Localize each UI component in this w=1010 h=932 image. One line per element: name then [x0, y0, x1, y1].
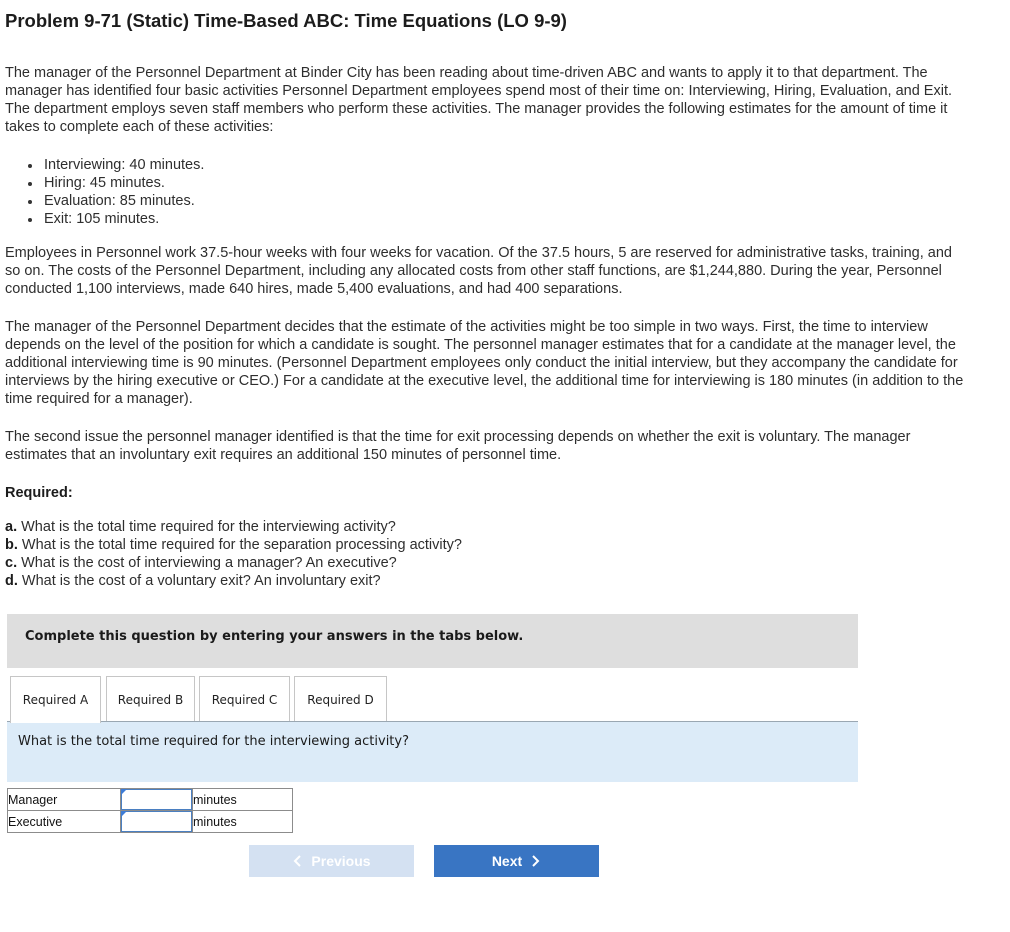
previous-label: Previous [311, 853, 371, 869]
instruction-banner [7, 614, 858, 668]
question-text: What is the total time required for the interviewing activity? [21, 519, 396, 535]
intro-paragraph: The manager of the Personnel Department at Binder City has been reading about time-driven ABC and wants to apply it to that department. The manager has identified four basic activities Personnel Department employees spend most of their time on: Interviewing, Hiring, Evaluation, and Exit. The department employs seven staff members who perform these activities. The manager provides the following estimates for the amount of time it takes to complete each of these activities: [5, 65, 953, 135]
unit-label: minutes [193, 789, 293, 811]
question-item [5, 536, 462, 554]
answer-cell [121, 811, 193, 833]
tab-required-d[interactable]: Required D [294, 676, 387, 722]
question-letter: c. [5, 555, 18, 571]
input-flag-icon [121, 811, 127, 817]
question-text: What is the cost of a voluntary exit? An involuntary exit? [21, 573, 381, 589]
manager-minutes-input[interactable] [121, 789, 192, 810]
tab-question-panel [7, 722, 858, 782]
activity-list [26, 156, 204, 228]
unit-label: minutes [193, 811, 293, 833]
table-row [8, 811, 293, 833]
previous-button[interactable] [249, 845, 414, 877]
tab-required-b[interactable]: Required B [106, 676, 195, 722]
table-row [8, 789, 293, 811]
required-heading: Required: [5, 485, 73, 501]
instruction-text: Complete this question by entering your answers in the tabs below. [25, 629, 524, 644]
list-item: Evaluation: 85 minutes. [26, 192, 204, 210]
next-button[interactable] [434, 845, 599, 877]
question-letter: a. [5, 519, 18, 535]
chevron-left-icon [292, 854, 304, 868]
question-letter: d. [5, 573, 18, 589]
list-item: Interviewing: 40 minutes. [26, 156, 204, 174]
list-item: Exit: 105 minutes. [26, 210, 204, 228]
question-item [5, 554, 462, 572]
answer-cell [121, 789, 193, 811]
page-title: Problem 9-71 (Static) Time-Based ABC: Time Equations (LO 9-9) [5, 10, 567, 31]
input-flag-icon [121, 789, 127, 795]
exit-paragraph: The second issue the personnel manager identified is that the time for exit processing depends on whether the exit is voluntary. The manager estimates that an involuntary exit requires an additional 150 minutes of personnel time. [5, 429, 911, 463]
cost-paragraph: Employees in Personnel work 37.5-hour weeks with four weeks for vacation. Of the 37.5 hours, 5 are reserved for administrative tasks, training, and so on. The costs of the Personnel Department, including any allocated costs from other staff functions, are $1,244,880. During the year, Personnel conducted 1,100 interviews, made 640 hires, made 5,400 evaluations, and had 400 separations. [5, 245, 952, 297]
question-letter: b. [5, 537, 18, 553]
interview-paragraph: The manager of the Personnel Department decides that the estimate of the activities might be too simple in two ways. First, the time to interview depends on the level of the position for which a candidate is sought. The personnel manager estimates that for a candidate at the manager level, the additional interviewing time is 90 minutes. (Personnel Department employees only conduct the initial interview, but they accompany the candidate for interviews by the hiring executive or CEO.) For a candidate at the executive level, the additional time for interviewing is 180 minutes (in addition to the time required for a manager). [5, 319, 964, 407]
executive-minutes-input[interactable] [121, 811, 192, 832]
next-label: Next [491, 853, 523, 869]
row-label-executive: Executive [8, 811, 121, 833]
question-item [5, 572, 462, 590]
row-label-manager: Manager [8, 789, 121, 811]
question-list [5, 518, 462, 590]
tab-question-text: What is the total time required for the interviewing activity? [18, 734, 409, 749]
question-text: What is the total time required for the separation processing activity? [21, 537, 462, 553]
tab-required-c[interactable]: Required C [199, 676, 290, 722]
tab-required-a[interactable]: Required A [10, 676, 101, 723]
answer-table [7, 788, 293, 833]
question-item [5, 518, 462, 536]
chevron-right-icon [529, 854, 541, 868]
question-text: What is the cost of interviewing a manager? An executive? [21, 555, 397, 571]
list-item: Hiring: 45 minutes. [26, 174, 204, 192]
